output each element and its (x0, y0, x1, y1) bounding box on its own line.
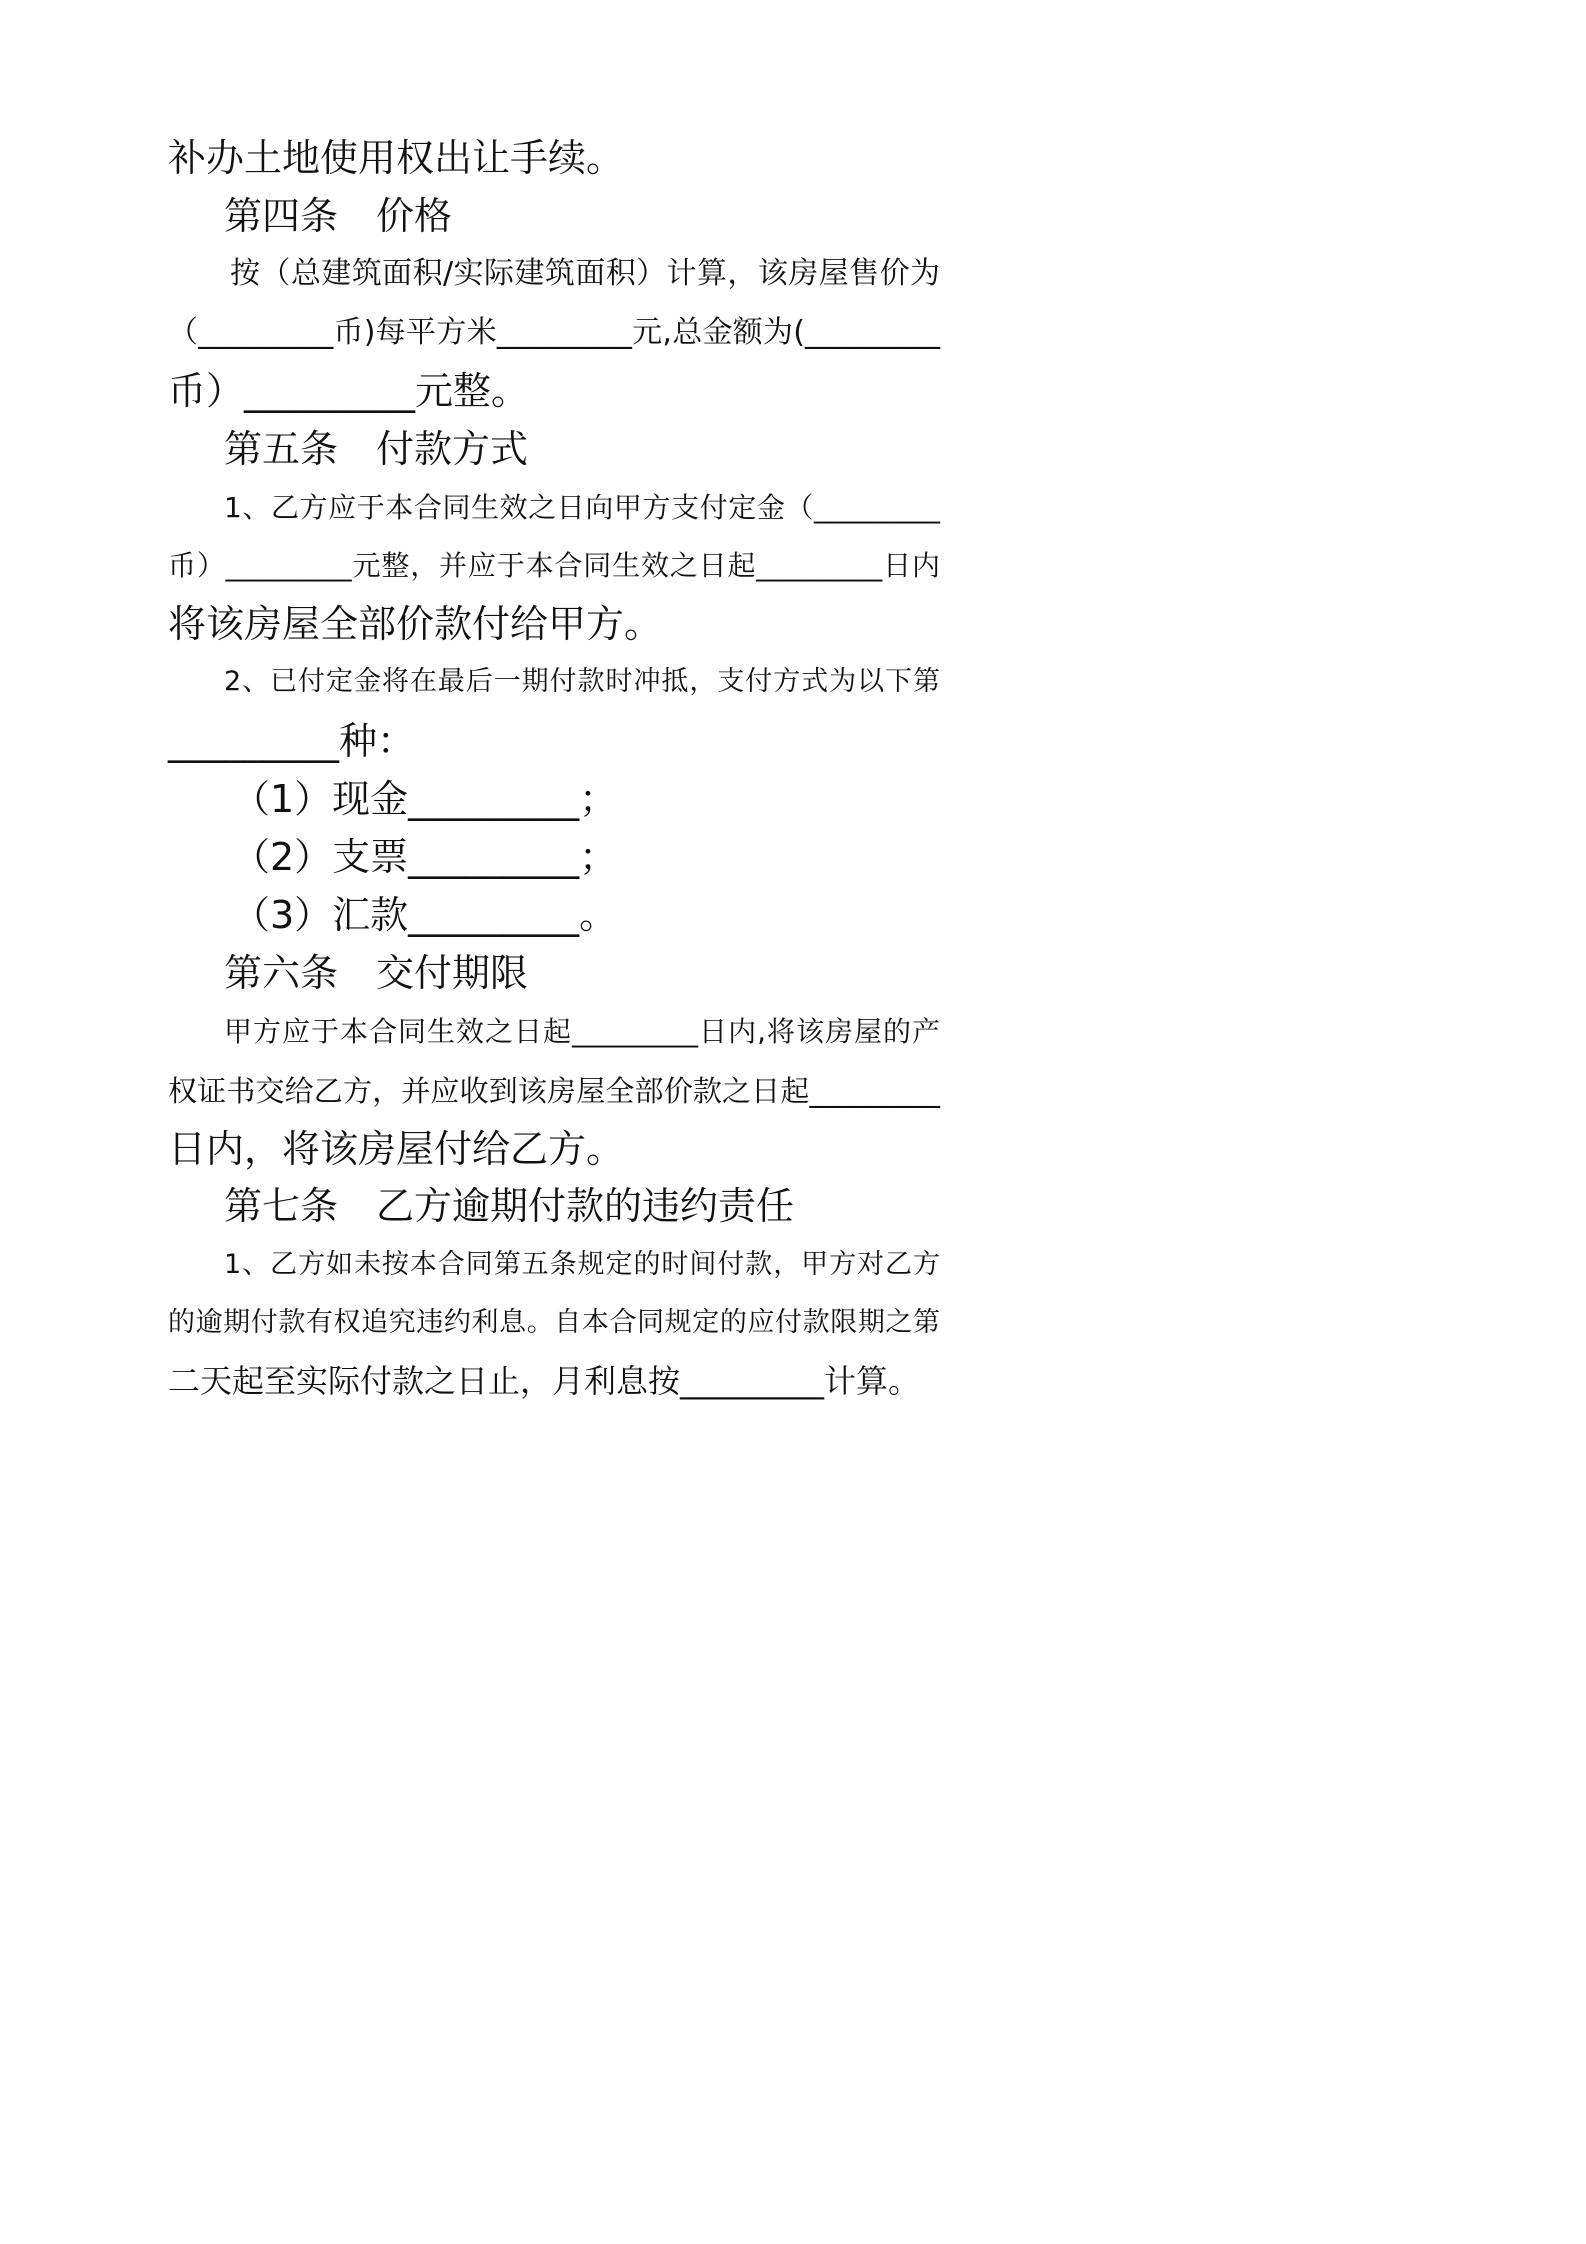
article-heading: 第四条 价格 (224, 194, 453, 238)
article-heading: 第七条 乙方逾期付款的违约责任 (224, 1184, 795, 1228)
text-line: 二天起至实际付款之日止，月利息按_________计算。 (168, 1362, 921, 1400)
text-line: 按（总建筑面积/实际建筑面积）计算，该房屋售价为 (230, 256, 940, 291)
text-line: 甲方应于本合同生效之日起_________日内,将该房屋的产 (224, 1015, 940, 1048)
text-line: 币）_________元整，并应于本合同生效之日起_________日内 (168, 549, 940, 582)
article-heading: 第五条 付款方式 (224, 427, 529, 471)
text-line: （_________币)每平方米_________元,总金额为(_________ (168, 315, 940, 350)
text-line: 2、已付定金将在最后一期付款时冲抵，支付方式为以下第 (224, 666, 940, 697)
text-line: 日内，将该房屋付给乙方。 (168, 1127, 625, 1171)
text-line: 1、乙方应于本合同生效之日向甲方支付定金（_________ (224, 491, 940, 524)
list-item: （2）支票_________； (232, 835, 618, 879)
text-line: 将该房屋全部价款付给甲方。 (168, 602, 663, 646)
text-line: 币）_________元整。 (168, 369, 530, 413)
text-line: _________种： (168, 719, 416, 763)
text-line: 1、乙方如未按本合同第五条规定的时间付款，甲方对乙方 (224, 1249, 940, 1280)
text-line: 补办土地使用权出让手续。 (168, 136, 625, 180)
list-item: （1）现金_________； (232, 777, 618, 821)
text-line: 权证书交给乙方，并应收到该房屋全部价款之日起_________ (168, 1074, 940, 1108)
article-heading: 第六条 交付期限 (224, 951, 529, 995)
text-line: 的逾期付款有权追究违约利息。自本合同规定的应付款限期之第 (168, 1307, 940, 1338)
list-item: （3）汇款_________。 (232, 893, 618, 937)
